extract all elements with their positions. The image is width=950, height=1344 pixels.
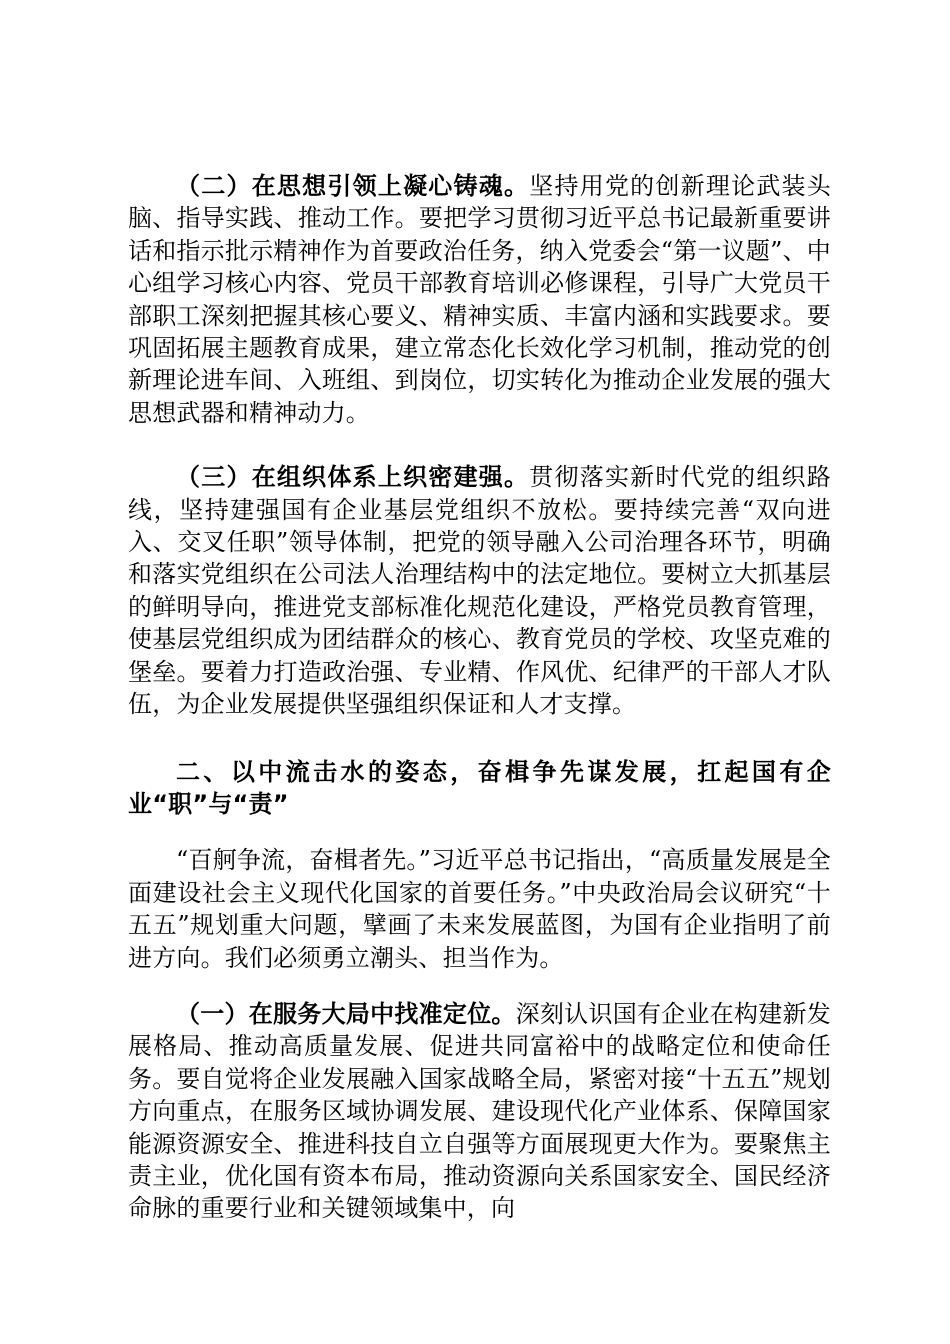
paragraph-serve-overall [128, 998, 831, 1225]
paragraph-lead-heading: （二）在思想引领上凝心铸魂。 [176, 172, 530, 200]
section-heading: 二、以中流击水的姿态，奋楫争先谋发展，扛起国有企业“职”与“责” [128, 757, 831, 818]
paragraph-thought-leadership [128, 170, 831, 429]
paragraph-lead-heading: （一）在服务大局中找准定位。 [176, 999, 516, 1028]
paragraph-body: 深刻认识国有企业在构建新发展格局、推动高质量发展、促进共同富裕中的战略定位和使命任务。要自觉将企业发展融入国家战略全局，紧密对接“十五五”规划方向重点，在服务区域协调发展、建设现代化产业体系、保障国家能源资源安全、推进科技自立自强等方面展现更大作为。要聚焦主责主业，优化国有资本布局，推动资源向关系国家安全、国民经济命脉的重要行业和关键领域集中，向 [128, 999, 831, 1223]
paragraph-organization-system [128, 461, 831, 720]
paragraph-intro-quote: “百舸争流，奋楫者先。”习近平总书记指出，“高质量发展是全面建设社会主义现代化国家的首要任务。”中央政治局会议研究“十五五”规划重大问题，擘画了未来发展蓝图，为国有企业指明了前进方向。我们必须勇立潮头、担当作为。 [128, 846, 831, 972]
paragraph-body: 贯彻落实新时代党的组织路线，坚持建强国有企业基层党组织不放松。要持续完善“双向进入、交叉任职”领导体制，把党的领导融入公司治理各环节，明确和落实党组织在公司法人治理结构中的法定地位。要树立大抓基层的鲜明导向，推进党支部标准化规范化建设，严格党员教育管理，使基层党组织成为团结群众的核心、教育党员的学校、攻坚克难的堡垒。要着力打造政治强、专业精、作风优、纪律严的干部人才队伍，为企业发展提供坚强组织保证和人才支撑。 [128, 463, 831, 719]
paragraph-lead-heading: （三）在组织体系上织密建强。 [176, 463, 530, 492]
document-page [128, 170, 831, 1225]
paragraph-body: 坚持用党的创新理论武装头脑、指导实践、推动工作。要把学习贯彻习近平总书记最新重要讲话和指示批示精神作为首要政治任务，纳入党委会“第一议题”、中心组学习核心内容、党员干部教育培训必修课程，引导广大党员干部职工深刻把握其核心要义、精神实质、丰富内涵和实践要求。要巩固拓展主题教育成果，建立常态化长效化学习机制，推动党的创新理论进车间、入班组、到岗位，切实转化为推动企业发展的强大思想武器和精神动力。 [128, 172, 831, 427]
